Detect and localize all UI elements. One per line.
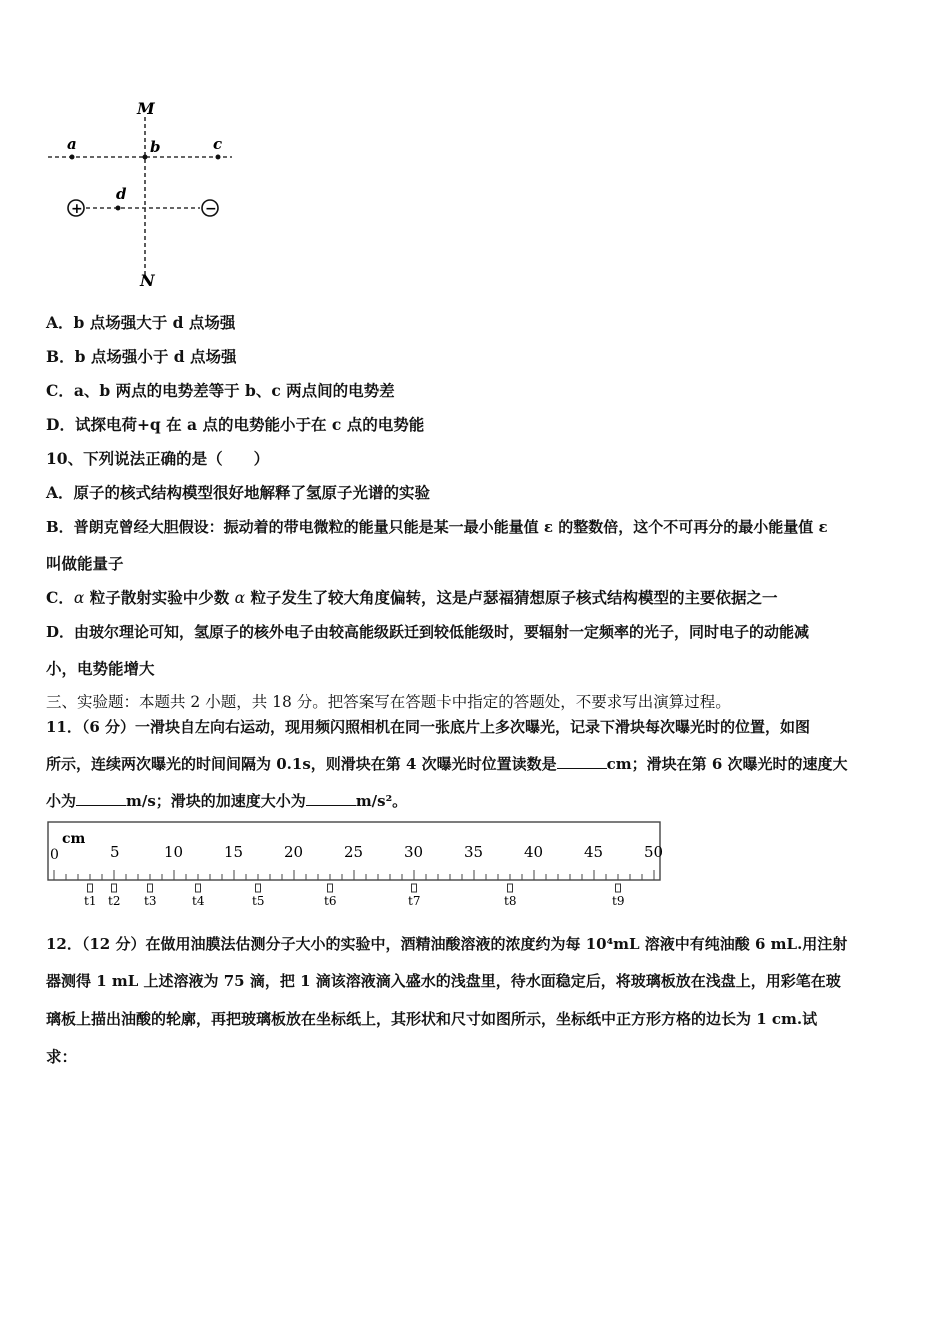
- q11-line2: [46, 753, 848, 774]
- q11-line3-b: m/s；滑块的加速度大小为: [126, 792, 306, 810]
- label-M: M: [137, 99, 155, 118]
- q9-option-d: D．试探电荷+q 在 a 点的电势能小于在 c 点的电势能: [46, 415, 425, 434]
- q10-option-c-prefix: C．: [46, 588, 74, 607]
- point-c: [216, 155, 221, 160]
- ruler-major-label: 50: [644, 843, 664, 861]
- exposure-marker-label: t6: [324, 894, 337, 908]
- exposure-marker-label: t2: [108, 894, 121, 908]
- q11-line2-b: cm；滑块在第 6 次曝光时的速度大: [606, 755, 848, 773]
- ruler-major-label: 40: [524, 843, 544, 861]
- q10-option-d-line1: D．由玻尔理论可知，氢原子的核外电子由较高能级跃迁到较低能级时，要辐射一定频率的光子，同时电子的动能减: [46, 623, 810, 641]
- q12-line4: 求：: [46, 1047, 78, 1066]
- exposure-marker-label: t3: [144, 894, 157, 908]
- point-d: [116, 206, 121, 211]
- q12-line2: 器测得 1 mL 上述溶液为 75 滴，把 1 滴该溶液滴入盛水的浅盘里，待水面稳定后，将玻璃板放在浅盘上，用彩笔在玻: [46, 972, 841, 990]
- exposure-marker: [408, 884, 420, 908]
- exposure-marker-label: t9: [612, 894, 625, 908]
- q12-line3: 璃板上描出油酸的轮廓，再把玻璃板放在坐标纸上，其形状和尺寸如图所示，坐标纸中正方形方格的边长为 1 cm.试: [46, 1010, 818, 1028]
- ruler-major-label: 35: [464, 843, 484, 861]
- exposure-marker: [192, 884, 205, 908]
- ruler-major-label: 30: [404, 843, 424, 861]
- exposure-marker: [108, 884, 120, 908]
- exposure-marker-label: t8: [504, 894, 517, 908]
- q9-option-b: B．b 点场强小于 d 点场强: [46, 347, 237, 366]
- q10-option-d-line2: 小，电势能增大: [46, 659, 155, 678]
- exposure-marker-label: t4: [192, 894, 205, 908]
- q9-option-c: C．a、b 两点的电势差等于 b、c 两点间的电势差: [46, 381, 395, 400]
- ruler-major-label: 5: [110, 843, 120, 861]
- exposure-marker: [84, 884, 96, 908]
- ruler-major-label: 15: [224, 843, 244, 861]
- label-d: d: [116, 185, 127, 203]
- q11-line3-c: m/s²。: [355, 792, 408, 810]
- positive-charge-icon: [68, 200, 84, 217]
- q12-line1: 12．（12 分）在做用油膜法估测分子大小的实验中，酒精油酸溶液的浓度约为每 10⁴mL 溶液中有纯油酸 6 mL.用注射: [46, 935, 848, 953]
- ruler-major-label: 25: [344, 843, 364, 861]
- point-a: [70, 155, 75, 160]
- q10-option-b-line2: 叫做能量子: [46, 554, 124, 573]
- alpha-symbol: α: [73, 589, 85, 607]
- q11-line3-a: 小为: [46, 792, 77, 810]
- q9-option-a: A．b 点场强大于 d 点场强: [46, 313, 236, 332]
- q10-option-b-line1: B．普朗克曾经大胆假设：振动着的带电微粒的能量只能是某一最小能量值 ε 的整数倍，这个不可再分的最小能量值 ε: [46, 518, 828, 536]
- q11-line1: 11．（6 分）一滑块自左向右运动，现用频闪照相机在同一张底片上多次曝光，记录下滑块每次曝光时的位置，如图: [46, 718, 811, 736]
- q11-line2-a: 所示，连续两次曝光的时间间隔为 0.1s，则滑块在第 4 次曝光时位置读数是: [46, 755, 557, 773]
- label-b: b: [150, 138, 161, 156]
- point-b: [143, 155, 148, 160]
- ruler-zero-label: 0: [50, 847, 59, 863]
- exposure-marker: [252, 884, 264, 908]
- ruler-major-label: 20: [284, 843, 304, 861]
- exposure-marker: [612, 884, 624, 908]
- svg-text:+: +: [71, 201, 83, 217]
- answer-blank-position[interactable]: [557, 754, 607, 769]
- ruler-major-label: 45: [584, 843, 604, 861]
- q10-option-c-mid2: 粒子发生了较大角度偏转，这是卢瑟福猜想原子核式结构模型的主要依据之一: [245, 588, 778, 607]
- exposure-marker: [324, 884, 336, 908]
- ruler-major-label: 10: [164, 843, 184, 861]
- label-a: a: [67, 135, 77, 153]
- answer-blank-velocity[interactable]: [76, 791, 126, 806]
- exposure-marker: [504, 884, 516, 908]
- q11-line3: [46, 790, 407, 811]
- exposure-marker-label: t1: [84, 894, 97, 908]
- label-c: c: [213, 135, 223, 153]
- ruler-diagram: [44, 818, 684, 913]
- ruler-unit-label: cm: [62, 831, 86, 847]
- label-N: N: [140, 271, 155, 290]
- negative-charge-icon: [202, 200, 218, 217]
- electric-field-diagram: [40, 95, 280, 295]
- exposure-marker-label: t5: [252, 894, 265, 908]
- section-3-heading: 三、实验题：本题共 2 小题，共 18 分。把答案写在答题卡中指定的答题处，不要求写出演算过程。: [46, 693, 731, 711]
- q10-option-c: [46, 586, 777, 608]
- answer-blank-acceleration[interactable]: [306, 791, 356, 806]
- q10-stem: 10、下列说法正确的是（ ）: [46, 449, 270, 468]
- exposure-marker-label: t7: [408, 894, 421, 908]
- exposure-marker: [144, 884, 156, 908]
- svg-text:−: −: [205, 201, 217, 217]
- q10-option-c-mid1: 粒子散射实验中少数: [84, 588, 235, 607]
- alpha-symbol-2: α: [234, 589, 246, 607]
- q10-option-a: A．原子的核式结构模型很好地解释了氢原子光谱的实验: [46, 483, 431, 502]
